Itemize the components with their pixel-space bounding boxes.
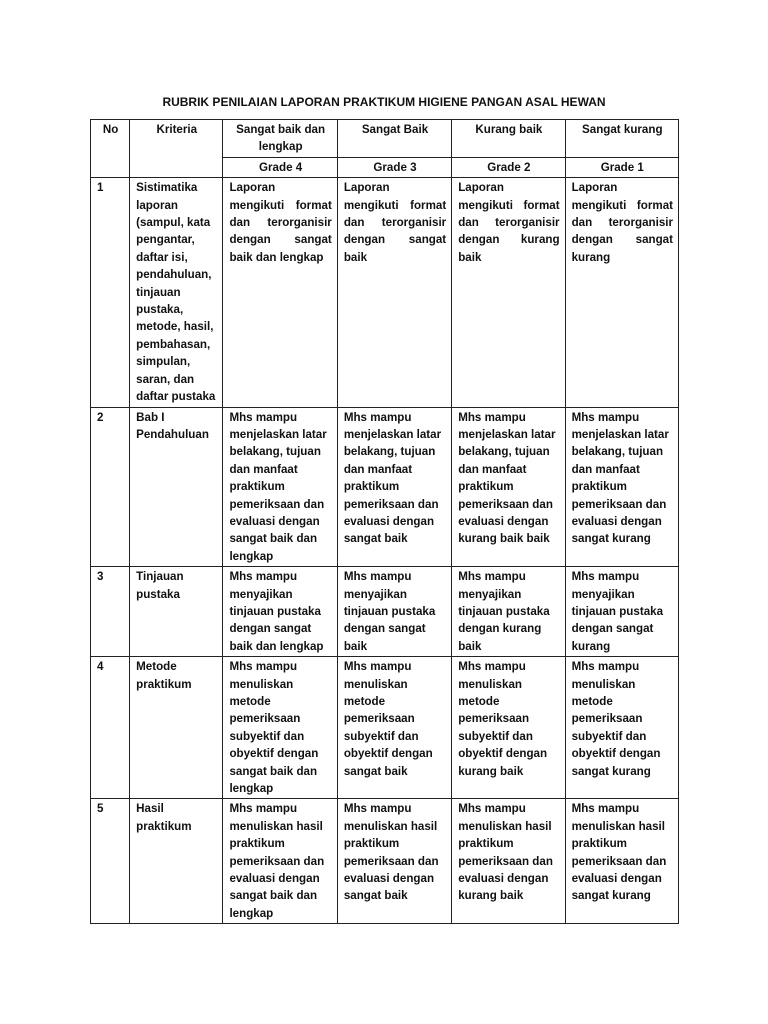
table-row <box>91 657 679 799</box>
table-row <box>91 567 679 657</box>
cell-grade-2: Mhs mampu menuliskan metode pemeriksaan subyektif dan obyektif dengan kurang baik <box>452 657 565 799</box>
header-level-2: Kurang baik <box>452 120 565 158</box>
cell-grade-1: Mhs mampu menjelaskan latar belakang, tujuan dan manfaat praktikum pemeriksaan dan evaluasi dengan sangat kurang <box>565 407 678 567</box>
cell-grade-4: Laporan mengikuti format dan terorganisir dengan sangat baik dan lengkap <box>223 178 337 407</box>
cell-grade-1: Mhs mampu menuliskan metode pemeriksaan subyektif dan obyektif dengan sangat kurang <box>565 657 678 799</box>
header-level-3: Sangat Baik <box>337 120 451 158</box>
row-number: 5 <box>91 799 130 924</box>
header-grade-4: Grade 4 <box>223 157 337 177</box>
cell-grade-4: Mhs mampu menjelaskan latar belakang, tujuan dan manfaat praktikum pemeriksaan dan evaluasi dengan sangat baik dan lengkap <box>223 407 337 567</box>
row-criteria: Hasil praktikum <box>130 799 223 924</box>
cell-grade-3: Mhs mampu menjelaskan latar belakang, tujuan dan manfaat praktikum pemeriksaan dan evaluasi dengan sangat baik <box>337 407 451 567</box>
cell-grade-1: Mhs mampu menyajikan tinjauan pustaka dengan sangat kurang <box>565 567 678 657</box>
header-row-levels <box>91 120 679 158</box>
header-grade-3: Grade 3 <box>337 157 451 177</box>
cell-grade-3: Mhs mampu menyajikan tinjauan pustaka dengan sangat baik <box>337 567 451 657</box>
cell-grade-2: Laporan mengikuti format dan terorganisir dengan kurang baik <box>452 178 565 407</box>
table-row <box>91 407 679 567</box>
row-criteria: Metode praktikum <box>130 657 223 799</box>
row-number: 1 <box>91 178 130 407</box>
table-row <box>91 799 679 924</box>
row-number: 2 <box>91 407 130 567</box>
table-row <box>91 178 679 407</box>
cell-grade-4: Mhs mampu menyajikan tinjauan pustaka dengan sangat baik dan lengkap <box>223 567 337 657</box>
document-title: RUBRIK PENILAIAN LAPORAN PRAKTIKUM HIGIENE PANGAN ASAL HEWAN <box>162 95 606 109</box>
cell-grade-1: Mhs mampu menuliskan hasil praktikum pemeriksaan dan evaluasi dengan sangat kurang <box>565 799 678 924</box>
rubric-table <box>90 119 679 924</box>
row-criteria: Bab I Pendahuluan <box>130 407 223 567</box>
header-level-1: Sangat kurang <box>565 120 678 158</box>
header-no: No <box>91 120 130 178</box>
cell-grade-2: Mhs mampu menjelaskan latar belakang, tujuan dan manfaat praktikum pemeriksaan dan evaluasi dengan kurang baik baik <box>452 407 565 567</box>
header-kriteria: Kriteria <box>130 120 223 178</box>
cell-grade-3: Laporan mengikuti format dan terorganisir dengan sangat baik <box>337 178 451 407</box>
cell-grade-3: Mhs mampu menuliskan metode pemeriksaan subyektif dan obyektif dengan sangat baik <box>337 657 451 799</box>
cell-grade-2: Mhs mampu menuliskan hasil praktikum pemeriksaan dan evaluasi dengan kurang baik <box>452 799 565 924</box>
row-number: 3 <box>91 567 130 657</box>
cell-grade-4: Mhs mampu menuliskan metode pemeriksaan subyektif dan obyektif dengan sangat baik dan lengkap <box>223 657 337 799</box>
row-criteria: Tinjauan pustaka <box>130 567 223 657</box>
cell-grade-1: Laporan mengikuti format dan terorganisir dengan sangat kurang <box>565 178 678 407</box>
row-criteria: Sistimatika laporan (sampul, kata pengantar, daftar isi, pendahuluan, tinjauan pustaka, metode, hasil, pembahasan, simpulan, saran, dan daftar pustaka <box>130 178 223 407</box>
cell-grade-3: Mhs mampu menuliskan hasil praktikum pemeriksaan dan evaluasi dengan sangat baik <box>337 799 451 924</box>
cell-grade-2: Mhs mampu menyajikan tinjauan pustaka dengan kurang baik <box>452 567 565 657</box>
header-grade-1: Grade 1 <box>565 157 678 177</box>
row-number: 4 <box>91 657 130 799</box>
header-grade-2: Grade 2 <box>452 157 565 177</box>
cell-grade-4: Mhs mampu menuliskan hasil praktikum pemeriksaan dan evaluasi dengan sangat baik dan lengkap <box>223 799 337 924</box>
header-level-4: Sangat baik dan lengkap <box>223 120 337 158</box>
